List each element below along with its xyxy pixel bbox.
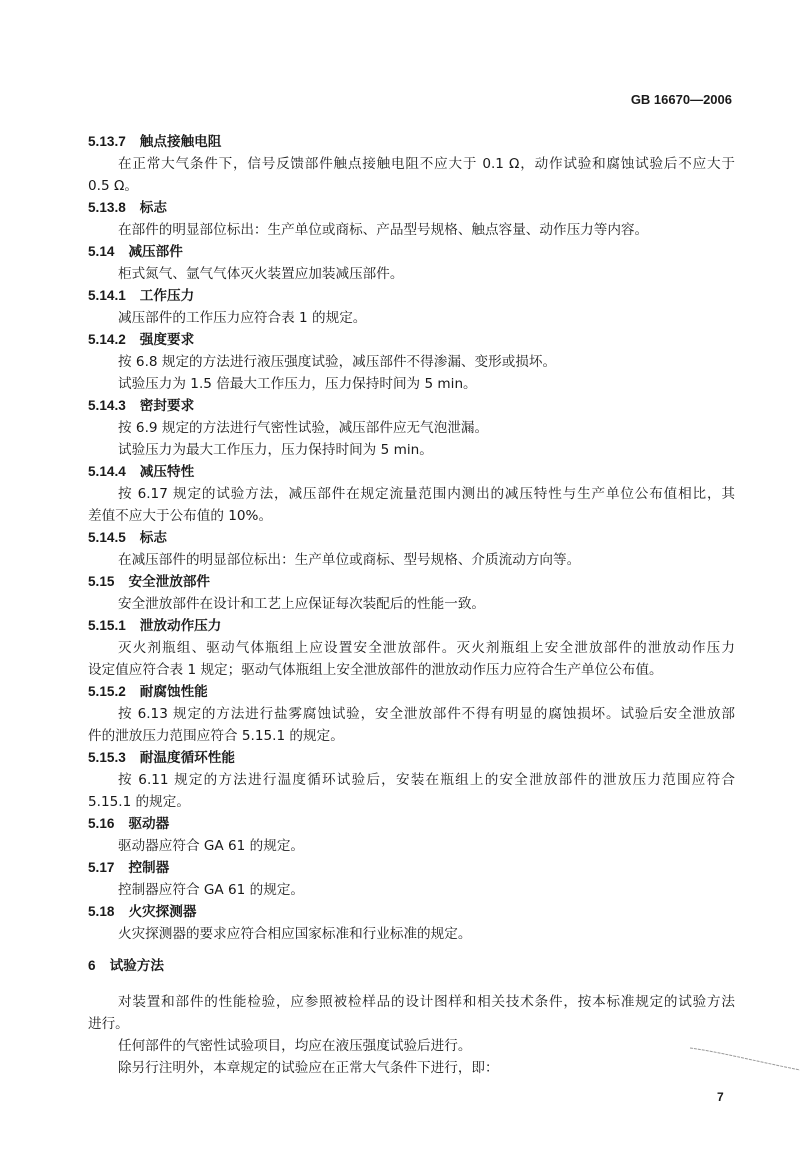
paragraph-line: 在部件的明显部位标出：生产单位或商标、产品型号规格、触点容量、动作压力等内容。 [118, 222, 649, 238]
paragraph-line: 柜式氮气、氩气气体灭火装置应加装减压部件。 [118, 266, 404, 282]
chapter-heading: 6 试验方法 [88, 958, 164, 974]
paragraph-line: 差值不应大于公布值的 10%。 [88, 508, 273, 524]
paragraph-line: 设定值应符合表 1 规定；驱动气体瓶组上安全泄放部件的泄放动作压力应符合生产单位公布值。 [88, 662, 663, 678]
section-heading: 5.14.5 标志 [88, 530, 167, 546]
paragraph-line: 按 6.17 规定的试验方法，减压部件在规定流量范围内测出的减压特性与生产单位公布值相比，其 [118, 486, 735, 502]
section-heading: 5.15 安全泄放部件 [88, 574, 211, 590]
paragraph-line: 5.15.1 的规定。 [88, 794, 190, 810]
paragraph-line: 按 6.13 规定的方法进行盐雾腐蚀试验，安全泄放部件不得有明显的腐蚀损坏。试验后安全泄放部 [118, 706, 735, 722]
section-heading: 5.14.3 密封要求 [88, 398, 195, 414]
page-number: 7 [717, 1090, 724, 1104]
paragraph-line: 按 6.8 规定的方法进行液压强度试验，减压部件不得渗漏、变形或损坏。 [118, 354, 557, 370]
section-heading: 5.17 控制器 [88, 860, 170, 876]
section-heading: 5.13.7 触点接触电阻 [88, 134, 222, 150]
paragraph-line: 进行。 [88, 1016, 129, 1032]
section-heading: 5.13.8 标志 [88, 200, 167, 216]
paragraph-line: 控制器应符合 GA 61 的规定。 [118, 882, 305, 898]
section-heading: 5.15.3 耐温度循环性能 [88, 750, 235, 766]
paragraph-line: 在减压部件的明显部位标出：生产单位或商标、型号规格、介质流动方向等。 [118, 552, 581, 568]
paragraph-line: 对装置和部件的性能检验，应参照被检样品的设计图样和相关技术条件，按本标准规定的试验方法 [118, 994, 735, 1010]
paragraph-line: 在正常大气条件下，信号反馈部件触点接触电阻不应大于 0.1 Ω，动作试验和腐蚀试验后不应大于 [118, 156, 735, 172]
document-body [88, 131, 735, 1079]
paragraph-line: 件的泄放压力范围应符合 5.15.1 的规定。 [88, 728, 344, 744]
section-heading: 5.15.2 耐腐蚀性能 [88, 684, 208, 700]
paragraph-line: 驱动器应符合 GA 61 的规定。 [118, 838, 305, 854]
section-heading: 5.15.1 泄放动作压力 [88, 618, 222, 634]
paragraph-line: 按 6.9 规定的方法进行气密性试验，减压部件应无气泡泄漏。 [118, 420, 489, 436]
paragraph-line: 试验压力为最大工作压力，压力保持时间为 5 min。 [118, 442, 433, 458]
paragraph-line: 减压部件的工作压力应符合表 1 的规定。 [118, 310, 367, 326]
paragraph-line: 灭火剂瓶组、驱动气体瓶组上应设置安全泄放部件。灭火剂瓶组上安全泄放部件的泄放动作压力 [118, 640, 735, 656]
section-heading: 5.14.1 工作压力 [88, 288, 195, 304]
paragraph-line: 试验压力为 1.5 倍最大工作压力，压力保持时间为 5 min。 [118, 376, 477, 392]
section-heading: 5.14 减压部件 [88, 244, 183, 260]
paragraph-line: 安全泄放部件在设计和工艺上应保证每次装配后的性能一致。 [118, 596, 486, 612]
paragraph-line: 除另行注明外，本章规定的试验应在正常大气条件下进行，即： [118, 1060, 499, 1076]
standard-code-header: GB 16670—2006 [630, 92, 732, 107]
section-heading: 5.16 驱动器 [88, 816, 170, 832]
section-heading: 5.14.4 减压特性 [88, 464, 195, 480]
paragraph-line: 火灾探测器的要求应符合相应国家标准和行业标准的规定。 [118, 926, 472, 942]
paragraph-line: 0.5 Ω。 [88, 178, 138, 194]
paragraph-line: 按 6.11 规定的方法进行温度循环试验后，安装在瓶组上的安全泄放部件的泄放压力范围应符合 [118, 772, 735, 788]
paper-crease-mark [690, 1046, 800, 1076]
section-heading: 5.14.2 强度要求 [88, 332, 195, 348]
section-heading: 5.18 火灾探测器 [88, 904, 197, 920]
paragraph-line: 任何部件的气密性试验项目，均应在液压强度试验后进行。 [118, 1038, 472, 1054]
